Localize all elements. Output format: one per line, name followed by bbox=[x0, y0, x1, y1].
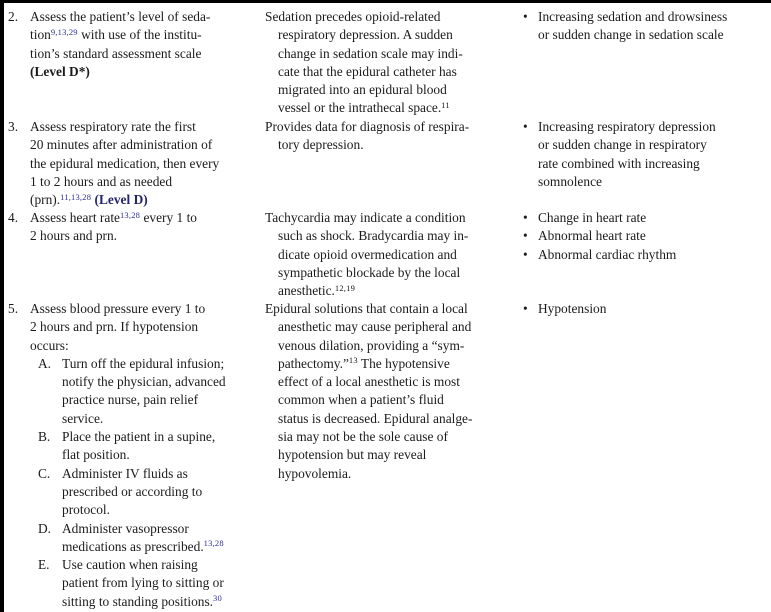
epidural-assessment-table bbox=[8, 8, 771, 611]
rationale-cell-2 bbox=[265, 8, 523, 118]
reference-superscript: 9,13,29 bbox=[50, 26, 78, 37]
rationale-paragraph: Provides data for diagnosis of respira- tory depression. bbox=[265, 119, 470, 153]
signs-cell-5 bbox=[523, 300, 771, 611]
step-number: 2. bbox=[8, 9, 19, 24]
step-number: 5. bbox=[8, 301, 19, 316]
rationale-cell-5 bbox=[265, 300, 523, 611]
bullet-icon: • bbox=[523, 246, 528, 262]
bullet-text: Abnormal heart rate bbox=[538, 228, 646, 244]
step-cell-2 bbox=[8, 8, 265, 118]
reference-superscript: 12,19 bbox=[334, 282, 356, 293]
evidence-level-label: (Level D) bbox=[94, 192, 148, 208]
bullet-icon: • bbox=[523, 9, 528, 24]
step-number: 3. bbox=[8, 119, 19, 134]
bullet-icon: • bbox=[523, 228, 528, 244]
numbered-step bbox=[8, 118, 265, 209]
lettered-substep bbox=[30, 520, 259, 557]
bullet-text: Increasing respiratory depression or sudden change in respiratory rate combined with increasing somnolence bbox=[538, 119, 716, 189]
reference-superscript: 13,28 bbox=[203, 538, 224, 549]
rationale-paragraph: Sedation precedes opioid-related respiratory depression. A sudden change in sedation scale may indi- cate that the epidural catheter has migrated into an epidural blood vessel or the intrathecal space.$^{11}$ bbox=[265, 9, 463, 116]
substep-text: Administer vasopressor medications as prescribed.$^{13,28}$ bbox=[62, 520, 224, 554]
bullet-text: Increasing sedation and drowsiness or sudden change in sedation scale bbox=[538, 9, 728, 43]
reference-superscript: 13 bbox=[348, 355, 358, 366]
lettered-substep bbox=[30, 556, 259, 611]
reference-superscript: 13,28 bbox=[119, 209, 141, 220]
bullet-icon: • bbox=[523, 119, 528, 134]
step-text: Assess the patient’s level of seda- tion$^{9,13,29}$ with use of the institu- tion’s standard assessment scale (Level D*) bbox=[30, 9, 211, 79]
rationale-cell-3 bbox=[265, 118, 523, 209]
step-cell-5 bbox=[8, 300, 265, 611]
numbered-step bbox=[8, 8, 265, 81]
step-text: Assess respiratory rate the first 20 minutes after administration of the epidural medication, then every 1 to 2 hours and as needed (prn).$^{11,13,28}$ (Level D) bbox=[30, 119, 220, 208]
step-text: Assess heart rate$^{13,28}$ every 1 to 2 hours and prn. bbox=[30, 209, 197, 244]
bullet-text: Abnormal cardiac rhythm bbox=[538, 246, 677, 262]
lettered-substep bbox=[30, 355, 259, 428]
substep-letter: E. bbox=[38, 557, 50, 573]
rationale-paragraph: Tachycardia may indicate a condition such as shock. Bradycardia may in- dicate opioid overmedication and sympathetic blockade by the local anesthetic.$^{12,19}$ bbox=[265, 210, 469, 299]
sign-bullet-item bbox=[523, 209, 771, 227]
reference-superscript: 11 bbox=[441, 99, 450, 110]
signs-cell-3 bbox=[523, 118, 771, 209]
numbered-step bbox=[8, 300, 265, 611]
bullet-icon: • bbox=[523, 210, 528, 225]
lettered-substep bbox=[30, 428, 259, 465]
substep-letter: A. bbox=[38, 355, 52, 371]
bullet-icon: • bbox=[523, 301, 528, 316]
rationale-cell-4 bbox=[265, 209, 523, 300]
evidence-level-label: (Level D*) bbox=[30, 63, 90, 79]
signs-cell-2 bbox=[523, 8, 771, 118]
substep-letter: B. bbox=[38, 429, 51, 445]
signs-cell-4 bbox=[523, 209, 771, 300]
step-cell-3 bbox=[8, 118, 265, 209]
bullet-text: Change in heart rate bbox=[538, 210, 647, 225]
step-cell-4 bbox=[8, 209, 265, 300]
rationale-paragraph: Epidural solutions that contain a local anesthetic may cause peripheral and venous dilation, providing a “sym- pathectomy.”$^{13}$ The hypotensive effect of a local anesthetic is most common when a patient’s fluid status is decreased. Epidural analge- sia may not be the sole cause of hypotension but may reveal hypovolemia. bbox=[265, 301, 473, 481]
lettered-substep bbox=[30, 465, 259, 520]
step-text: Assess blood pressure every 1 to 2 hours and prn. If hypotension occurs: A. Turn off the epidural infusion; notify the physician, advanced practice nurse, pain relief service. B. Place the patient in a supine, flat position. C. Administer IV fluids as prescribed or according to protocol. D. Administer vasopressor medications as prescribed.$^{13,28}$ E. Use caution when raising patient from lying to sitting or sitting to standing positions.$^{30}$ bbox=[30, 300, 265, 611]
sign-bullet-item bbox=[523, 227, 771, 245]
step-number: 4. bbox=[8, 210, 19, 225]
substep-letter: D. bbox=[38, 520, 52, 536]
substep-letter: C. bbox=[38, 465, 51, 481]
sign-bullet-item bbox=[523, 300, 771, 318]
substep-text: Administer IV fluids as prescribed or according to protocol. bbox=[62, 465, 203, 518]
substep-text: Turn off the epidural infusion; notify the physician, advanced practice nurse, pain relief service. bbox=[62, 355, 226, 426]
reference-superscript: 30 bbox=[213, 593, 222, 604]
sign-bullet-item bbox=[523, 118, 771, 191]
sign-bullet-item bbox=[523, 8, 771, 45]
substep-text: Use caution when raising patient from lying to sitting or sitting to standing positions.$^{30}$ bbox=[62, 557, 224, 609]
reference-superscript: 11,13,28 bbox=[60, 191, 92, 202]
bullet-text: Hypotension bbox=[538, 301, 607, 316]
numbered-step bbox=[8, 209, 265, 246]
substep-text: Place the patient in a supine, flat position. bbox=[62, 429, 216, 463]
sign-bullet-item bbox=[523, 246, 771, 264]
